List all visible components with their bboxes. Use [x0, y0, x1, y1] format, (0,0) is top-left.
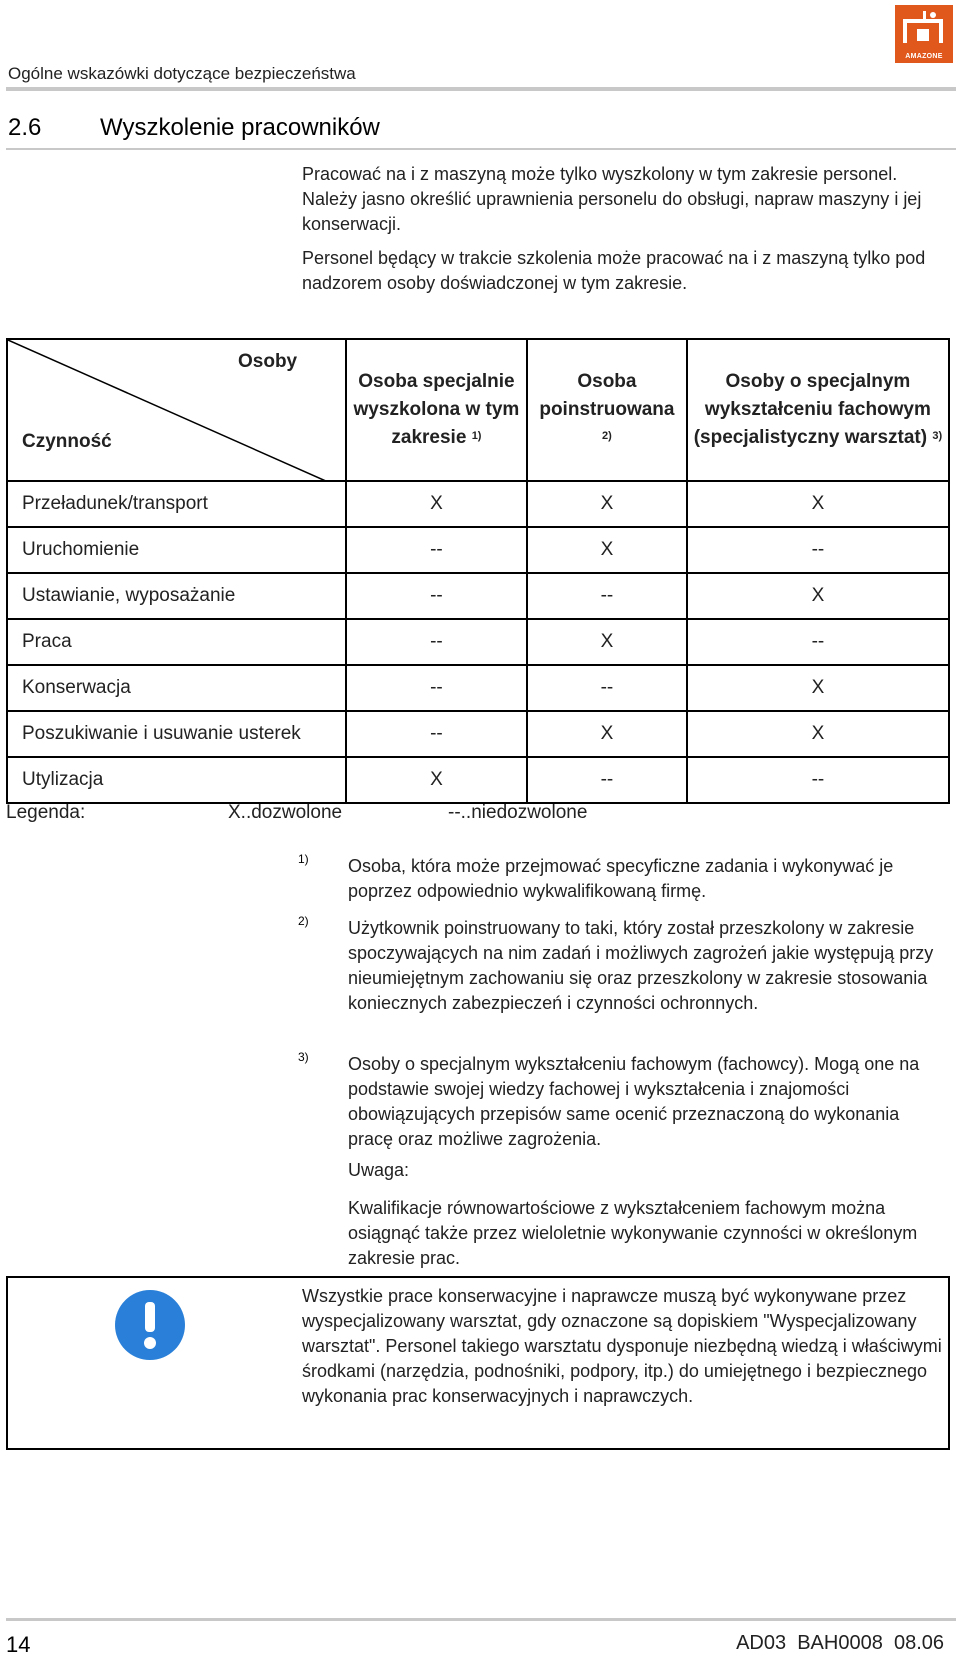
corner-bottom-label: Czynność: [22, 431, 112, 452]
qualification-table: [6, 338, 950, 804]
table-row: [7, 481, 949, 527]
tractor-logo-icon: [895, 5, 953, 51]
section-title: Wyszkolenie pracowników: [100, 114, 380, 141]
table-row: [7, 665, 949, 711]
column-header-2-label: Osoba poinstruowana: [539, 371, 675, 420]
column-header-1-label: Osoba specjalnie wyszkolona w tym zakresie: [353, 371, 520, 448]
cell-mark: --: [346, 619, 527, 665]
footnote-ref-3: 3): [932, 430, 943, 442]
column-header-2: [527, 339, 687, 481]
cell-mark: X: [346, 481, 527, 527]
corner-cell: [7, 339, 346, 481]
cell-mark: --: [346, 573, 527, 619]
cell-mark: --: [527, 573, 687, 619]
cell-mark: X: [346, 757, 527, 803]
legend-forbidden: --..niedozwolone: [448, 802, 588, 823]
table-row: [7, 757, 949, 803]
exclamation-icon: [115, 1290, 185, 1360]
running-header: Ogólne wskazówki dotyczące bezpieczeństwa: [8, 64, 356, 83]
table-header-row: [7, 339, 949, 481]
table-row: [7, 573, 949, 619]
row-label: Przeładunek/transport: [7, 481, 346, 527]
column-header-3-label: Osoby o specjalnym wykształceniu fachowym (specjalistyczny warsztat): [693, 371, 931, 448]
header-rule: [6, 87, 956, 91]
footnote-mark-1: 1): [298, 852, 309, 866]
cell-mark: X: [527, 619, 687, 665]
cell-mark: X: [527, 481, 687, 527]
document-id: AD03 BAH0008 08.06: [736, 1632, 944, 1654]
cell-mark: --: [346, 665, 527, 711]
cell-mark: X: [687, 711, 949, 757]
cell-mark: X: [687, 481, 949, 527]
legend-label: Legenda:: [6, 802, 86, 823]
column-header-1: [346, 339, 527, 481]
table-row: [7, 619, 949, 665]
row-label: Uruchomienie: [7, 527, 346, 573]
cell-mark: X: [687, 573, 949, 619]
cell-mark: X: [527, 527, 687, 573]
table-row: [7, 711, 949, 757]
cell-mark: --: [687, 619, 949, 665]
row-label: Poszukiwanie i usuwanie usterek: [7, 711, 346, 757]
cell-mark: X: [527, 711, 687, 757]
footnote-text-2: Użytkownik poinstruowany to taki, który został przeszkolony w zakresie spoczywających na nim zadań i możliwych zagrożeń jakie występują przy nieumiejętnym zachowaniu się oraz przeszkolony w zakresie stosowania koniecznych zabezpieczeń i czynności ochronnych.: [348, 918, 934, 1013]
row-label: Ustawianie, wyposażanie: [7, 573, 346, 619]
row-label: Utylizacja: [7, 757, 346, 803]
footnote-ref-1: 1): [471, 430, 482, 442]
section-number: 2.6: [8, 114, 42, 141]
intro-paragraph-1: Pracować na i z maszyną może tylko wyszkolony w tym zakresie personel. Należy jasno określić uprawnienia personelu do obsługi, napraw maszyny i jej konserwacji.: [302, 164, 922, 234]
row-label: Konserwacja: [7, 665, 346, 711]
legend-allowed: X..dozwolone: [228, 802, 343, 823]
cell-mark: --: [527, 665, 687, 711]
note-text: Wszystkie prace konserwacyjne i naprawcze muszą być wykonywane przez wyspecjalizowany warsztat, gdy oznaczone są dopiskiem "Wyspecjalizowany warsztat". Personel takiego warsztatu dysponuje niezbędną wiedzą i właściwymi środkami (narzędzia, podnośniki, podpory, itp.) do umiejętnego i bezpiecznego wykonania prac konserwacyjnych i naprawczych.: [302, 1286, 942, 1406]
section-rule: [6, 148, 956, 150]
cell-mark: --: [687, 757, 949, 803]
column-header-3: [687, 339, 949, 481]
cell-mark: --: [687, 527, 949, 573]
cell-mark: X: [687, 665, 949, 711]
footnote-text-1: Osoba, która może przejmować specyficzne zadania i wykonywać je poprzez odpowiednio wykwalifikowaną firmę.: [348, 856, 894, 901]
cell-mark: --: [346, 527, 527, 573]
corner-top-label: Osoby: [238, 351, 298, 372]
logo-text: AMAZONE: [905, 53, 943, 60]
remark-label: Uwaga:: [348, 1160, 410, 1180]
exclamation-mark-glyph: [115, 1290, 185, 1360]
cell-mark: --: [346, 711, 527, 757]
footnote-mark-2: 2): [298, 914, 309, 928]
footer-rule: [6, 1618, 956, 1621]
remark-text: Kwalifikacje równowartościowe z wykształceniem fachowym można osiągnąć także przez wieloletnie wykonywanie czynności w określonym zakresie prac.: [348, 1198, 918, 1268]
intro-paragraph-2: Personel będący w trakcie szkolenia może pracować na i z maszyną tylko pod nadzorem osoby doświadczonej w tym zakresie.: [302, 248, 926, 293]
amazone-logo: [895, 5, 953, 63]
row-label: Praca: [7, 619, 346, 665]
footnote-mark-3: 3): [298, 1050, 309, 1064]
footnote-ref-2: 2): [602, 430, 612, 442]
cell-mark: --: [527, 757, 687, 803]
footnote-text-3: Osoby o specjalnym wykształceniu fachowym (fachowcy). Mogą one na podstawie swojej wiedzy fachowej i wykształcenia i znajomości obowiązujących przepisów same ocenić przeznaczoną do wykonania pracę oraz możliwe zagrożenia.: [348, 1054, 920, 1149]
table-row: [7, 527, 949, 573]
page-number: 14: [6, 1632, 31, 1657]
